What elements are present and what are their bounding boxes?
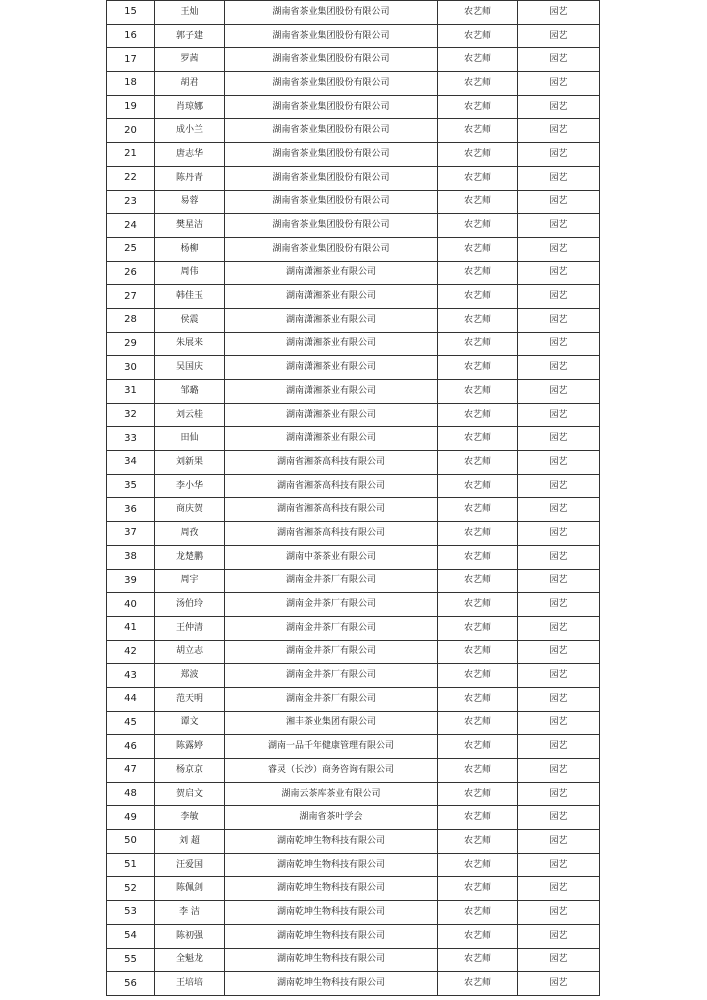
cell-title: 农艺师: [438, 24, 518, 48]
cell-name: 周孜: [155, 522, 225, 546]
cell-field: 园艺: [518, 308, 600, 332]
table-row: [107, 901, 600, 925]
cell-number: 47: [107, 759, 155, 783]
table-row: [107, 640, 600, 664]
cell-field: 园艺: [518, 143, 600, 167]
cell-company: 湖南省茶业集团股份有限公司: [225, 72, 438, 96]
table-row: [107, 308, 600, 332]
cell-number: 22: [107, 166, 155, 190]
table-row: [107, 711, 600, 735]
cell-field: 园艺: [518, 1, 600, 25]
cell-field: 园艺: [518, 593, 600, 617]
cell-name: 汤伯玲: [155, 593, 225, 617]
table-row: [107, 72, 600, 96]
cell-title: 农艺师: [438, 545, 518, 569]
cell-title: 农艺师: [438, 48, 518, 72]
cell-title: 农艺师: [438, 569, 518, 593]
cell-name: 肖琼娜: [155, 95, 225, 119]
cell-number: 31: [107, 380, 155, 404]
cell-company: 湖南省湘茶高科技有限公司: [225, 474, 438, 498]
cell-company: 湖南潇湘茶业有限公司: [225, 356, 438, 380]
cell-title: 农艺师: [438, 877, 518, 901]
cell-field: 园艺: [518, 261, 600, 285]
cell-company: 湖南省茶业集团股份有限公司: [225, 24, 438, 48]
cell-name: 王灿: [155, 1, 225, 25]
cell-field: 园艺: [518, 166, 600, 190]
table-row: [107, 190, 600, 214]
table-row: [107, 474, 600, 498]
cell-company: 湖南乾坤生物科技有限公司: [225, 853, 438, 877]
cell-field: 园艺: [518, 72, 600, 96]
cell-company: 湖南乾坤生物科技有限公司: [225, 877, 438, 901]
cell-number: 37: [107, 522, 155, 546]
cell-number: 28: [107, 308, 155, 332]
cell-number: 24: [107, 214, 155, 238]
cell-name: 侯震: [155, 308, 225, 332]
cell-number: 53: [107, 901, 155, 925]
cell-company: 湘丰茶业集团有限公司: [225, 711, 438, 735]
cell-company: 湖南省茶业集团股份有限公司: [225, 48, 438, 72]
cell-name: 龙楚鹏: [155, 545, 225, 569]
cell-company: 湖南金井茶厂有限公司: [225, 616, 438, 640]
cell-number: 46: [107, 735, 155, 759]
cell-number: 40: [107, 593, 155, 617]
cell-field: 园艺: [518, 877, 600, 901]
cell-company: 湖南金井茶厂有限公司: [225, 593, 438, 617]
cell-title: 农艺师: [438, 143, 518, 167]
cell-title: 农艺师: [438, 1, 518, 25]
cell-name: 邹璐: [155, 380, 225, 404]
cell-company: 湖南潇湘茶业有限公司: [225, 261, 438, 285]
cell-number: 20: [107, 119, 155, 143]
cell-company: 湖南省湘茶高科技有限公司: [225, 498, 438, 522]
cell-name: 周宇: [155, 569, 225, 593]
cell-field: 园艺: [518, 830, 600, 854]
cell-company: 湖南云茶库茶业有限公司: [225, 782, 438, 806]
cell-number: 42: [107, 640, 155, 664]
cell-name: 陈露婷: [155, 735, 225, 759]
table-row: [107, 403, 600, 427]
cell-name: 汪爱国: [155, 853, 225, 877]
cell-title: 农艺师: [438, 924, 518, 948]
cell-company: 湖南中茶茶业有限公司: [225, 545, 438, 569]
cell-company: 湖南潇湘茶业有限公司: [225, 403, 438, 427]
cell-company: 湖南乾坤生物科技有限公司: [225, 901, 438, 925]
cell-name: 谭文: [155, 711, 225, 735]
cell-field: 园艺: [518, 451, 600, 475]
cell-company: 湖南省茶业集团股份有限公司: [225, 95, 438, 119]
cell-company: 湖南潇湘茶业有限公司: [225, 380, 438, 404]
table-row: [107, 522, 600, 546]
cell-title: 农艺师: [438, 332, 518, 356]
cell-name: 范天明: [155, 687, 225, 711]
cell-title: 农艺师: [438, 214, 518, 238]
cell-title: 农艺师: [438, 72, 518, 96]
cell-company: 睿灵（长沙）商务咨询有限公司: [225, 759, 438, 783]
cell-field: 园艺: [518, 972, 600, 996]
cell-field: 园艺: [518, 759, 600, 783]
cell-number: 18: [107, 72, 155, 96]
cell-field: 园艺: [518, 901, 600, 925]
cell-company: 湖南省茶业集团股份有限公司: [225, 214, 438, 238]
table-row: [107, 48, 600, 72]
cell-number: 21: [107, 143, 155, 167]
cell-field: 园艺: [518, 95, 600, 119]
cell-number: 25: [107, 237, 155, 261]
cell-field: 园艺: [518, 48, 600, 72]
cell-company: 湖南潇湘茶业有限公司: [225, 308, 438, 332]
cell-number: 56: [107, 972, 155, 996]
cell-name: 王仲清: [155, 616, 225, 640]
table-row: [107, 214, 600, 238]
cell-name: 陈丹青: [155, 166, 225, 190]
cell-number: 30: [107, 356, 155, 380]
cell-title: 农艺师: [438, 427, 518, 451]
table-row: [107, 1, 600, 25]
table-row: [107, 664, 600, 688]
cell-name: 韩佳玉: [155, 285, 225, 309]
cell-title: 农艺师: [438, 356, 518, 380]
cell-title: 农艺师: [438, 806, 518, 830]
table-row: [107, 356, 600, 380]
cell-name: 成小兰: [155, 119, 225, 143]
table-row: [107, 972, 600, 996]
cell-field: 园艺: [518, 24, 600, 48]
cell-title: 农艺师: [438, 498, 518, 522]
cell-number: 52: [107, 877, 155, 901]
cell-field: 园艺: [518, 545, 600, 569]
cell-field: 园艺: [518, 948, 600, 972]
cell-name: 田仙: [155, 427, 225, 451]
cell-title: 农艺师: [438, 782, 518, 806]
cell-number: 15: [107, 1, 155, 25]
cell-title: 农艺师: [438, 166, 518, 190]
cell-title: 农艺师: [438, 901, 518, 925]
table-row: [107, 285, 600, 309]
cell-number: 44: [107, 687, 155, 711]
cell-field: 园艺: [518, 403, 600, 427]
cell-field: 园艺: [518, 332, 600, 356]
cell-field: 园艺: [518, 640, 600, 664]
cell-company: 湖南省茶业集团股份有限公司: [225, 1, 438, 25]
personnel-table: [106, 0, 600, 996]
cell-company: 湖南潇湘茶业有限公司: [225, 427, 438, 451]
cell-name: 胡君: [155, 72, 225, 96]
table-row: [107, 545, 600, 569]
cell-title: 农艺师: [438, 522, 518, 546]
cell-name: 陈佩剑: [155, 877, 225, 901]
cell-title: 农艺师: [438, 711, 518, 735]
cell-name: 唐志华: [155, 143, 225, 167]
cell-number: 48: [107, 782, 155, 806]
cell-company: 湖南乾坤生物科技有限公司: [225, 924, 438, 948]
table-row: [107, 451, 600, 475]
cell-company: 湖南金井茶厂有限公司: [225, 640, 438, 664]
cell-company: 湖南潇湘茶业有限公司: [225, 285, 438, 309]
cell-field: 园艺: [518, 285, 600, 309]
cell-name: 刘新果: [155, 451, 225, 475]
cell-company: 湖南省茶业集团股份有限公司: [225, 166, 438, 190]
table-row: [107, 782, 600, 806]
cell-field: 园艺: [518, 664, 600, 688]
table-row: [107, 237, 600, 261]
table-body: [107, 1, 600, 996]
cell-field: 园艺: [518, 190, 600, 214]
cell-company: 湖南省茶业集团股份有限公司: [225, 190, 438, 214]
table-row: [107, 95, 600, 119]
cell-number: 32: [107, 403, 155, 427]
cell-field: 园艺: [518, 214, 600, 238]
cell-field: 园艺: [518, 427, 600, 451]
cell-title: 农艺师: [438, 119, 518, 143]
table-row: [107, 119, 600, 143]
table-row: [107, 569, 600, 593]
cell-number: 49: [107, 806, 155, 830]
cell-number: 17: [107, 48, 155, 72]
cell-company: 湖南乾坤生物科技有限公司: [225, 830, 438, 854]
cell-number: 29: [107, 332, 155, 356]
table-row: [107, 877, 600, 901]
cell-title: 农艺师: [438, 403, 518, 427]
cell-number: 41: [107, 616, 155, 640]
table-row: [107, 616, 600, 640]
cell-name: 刘云桂: [155, 403, 225, 427]
cell-title: 农艺师: [438, 380, 518, 404]
cell-company: 湖南省湘茶高科技有限公司: [225, 522, 438, 546]
cell-title: 农艺师: [438, 853, 518, 877]
cell-company: 湖南省茶叶学会: [225, 806, 438, 830]
cell-number: 16: [107, 24, 155, 48]
cell-company: 湖南金井茶厂有限公司: [225, 569, 438, 593]
cell-name: 樊星洁: [155, 214, 225, 238]
table-row: [107, 261, 600, 285]
cell-field: 园艺: [518, 569, 600, 593]
table-row: [107, 924, 600, 948]
cell-number: 23: [107, 190, 155, 214]
cell-company: 湖南金井茶厂有限公司: [225, 687, 438, 711]
table-row: [107, 759, 600, 783]
cell-title: 农艺师: [438, 687, 518, 711]
cell-company: 湖南金井茶厂有限公司: [225, 664, 438, 688]
cell-number: 43: [107, 664, 155, 688]
cell-company: 湖南省湘茶高科技有限公司: [225, 451, 438, 475]
cell-title: 农艺师: [438, 735, 518, 759]
cell-field: 园艺: [518, 687, 600, 711]
cell-field: 园艺: [518, 498, 600, 522]
table-row: [107, 687, 600, 711]
cell-title: 农艺师: [438, 948, 518, 972]
table-row: [107, 498, 600, 522]
cell-field: 园艺: [518, 474, 600, 498]
cell-field: 园艺: [518, 380, 600, 404]
table-row: [107, 166, 600, 190]
cell-company: 湖南省茶业集团股份有限公司: [225, 143, 438, 167]
cell-title: 农艺师: [438, 261, 518, 285]
cell-name: 商庆贺: [155, 498, 225, 522]
cell-name: 罗茜: [155, 48, 225, 72]
table-row: [107, 948, 600, 972]
cell-title: 农艺师: [438, 830, 518, 854]
cell-name: 周伟: [155, 261, 225, 285]
cell-number: 38: [107, 545, 155, 569]
cell-title: 农艺师: [438, 759, 518, 783]
cell-field: 园艺: [518, 806, 600, 830]
cell-field: 园艺: [518, 119, 600, 143]
cell-name: 朱展来: [155, 332, 225, 356]
cell-name: 郑波: [155, 664, 225, 688]
cell-company: 湖南潇湘茶业有限公司: [225, 332, 438, 356]
table-row: [107, 853, 600, 877]
cell-field: 园艺: [518, 237, 600, 261]
table-row: [107, 380, 600, 404]
cell-title: 农艺师: [438, 451, 518, 475]
cell-name: 李小华: [155, 474, 225, 498]
cell-title: 农艺师: [438, 308, 518, 332]
cell-number: 27: [107, 285, 155, 309]
cell-number: 51: [107, 853, 155, 877]
cell-name: 刘 超: [155, 830, 225, 854]
cell-title: 农艺师: [438, 664, 518, 688]
cell-field: 园艺: [518, 853, 600, 877]
cell-title: 农艺师: [438, 237, 518, 261]
table-row: [107, 24, 600, 48]
cell-name: 杨柳: [155, 237, 225, 261]
cell-company: 湖南一品千年健康管理有限公司: [225, 735, 438, 759]
cell-title: 农艺师: [438, 474, 518, 498]
cell-title: 农艺师: [438, 285, 518, 309]
cell-title: 农艺师: [438, 593, 518, 617]
cell-name: 胡立志: [155, 640, 225, 664]
table-row: [107, 830, 600, 854]
cell-number: 54: [107, 924, 155, 948]
cell-field: 园艺: [518, 924, 600, 948]
cell-name: 易蓉: [155, 190, 225, 214]
cell-number: 45: [107, 711, 155, 735]
cell-number: 19: [107, 95, 155, 119]
cell-number: 55: [107, 948, 155, 972]
cell-title: 农艺师: [438, 616, 518, 640]
cell-number: 36: [107, 498, 155, 522]
cell-field: 园艺: [518, 522, 600, 546]
cell-number: 35: [107, 474, 155, 498]
table-row: [107, 427, 600, 451]
cell-name: 李敏: [155, 806, 225, 830]
cell-title: 农艺师: [438, 190, 518, 214]
cell-title: 农艺师: [438, 972, 518, 996]
cell-company: 湖南省茶业集团股份有限公司: [225, 237, 438, 261]
cell-field: 园艺: [518, 356, 600, 380]
cell-name: 吴国庆: [155, 356, 225, 380]
cell-title: 农艺师: [438, 95, 518, 119]
cell-company: 湖南省茶业集团股份有限公司: [225, 119, 438, 143]
table-row: [107, 143, 600, 167]
cell-field: 园艺: [518, 711, 600, 735]
cell-number: 33: [107, 427, 155, 451]
cell-field: 园艺: [518, 782, 600, 806]
cell-company: 湖南乾坤生物科技有限公司: [225, 948, 438, 972]
cell-number: 39: [107, 569, 155, 593]
cell-number: 50: [107, 830, 155, 854]
cell-number: 26: [107, 261, 155, 285]
cell-field: 园艺: [518, 735, 600, 759]
cell-company: 湖南乾坤生物科技有限公司: [225, 972, 438, 996]
cell-name: 王培培: [155, 972, 225, 996]
cell-name: 郭子建: [155, 24, 225, 48]
table-row: [107, 806, 600, 830]
cell-name: 全魁龙: [155, 948, 225, 972]
cell-name: 李 洁: [155, 901, 225, 925]
cell-field: 园艺: [518, 616, 600, 640]
cell-name: 贺启文: [155, 782, 225, 806]
table-row: [107, 593, 600, 617]
table-row: [107, 735, 600, 759]
cell-name: 陈初强: [155, 924, 225, 948]
cell-number: 34: [107, 451, 155, 475]
cell-title: 农艺师: [438, 640, 518, 664]
cell-name: 杨京京: [155, 759, 225, 783]
table-row: [107, 332, 600, 356]
